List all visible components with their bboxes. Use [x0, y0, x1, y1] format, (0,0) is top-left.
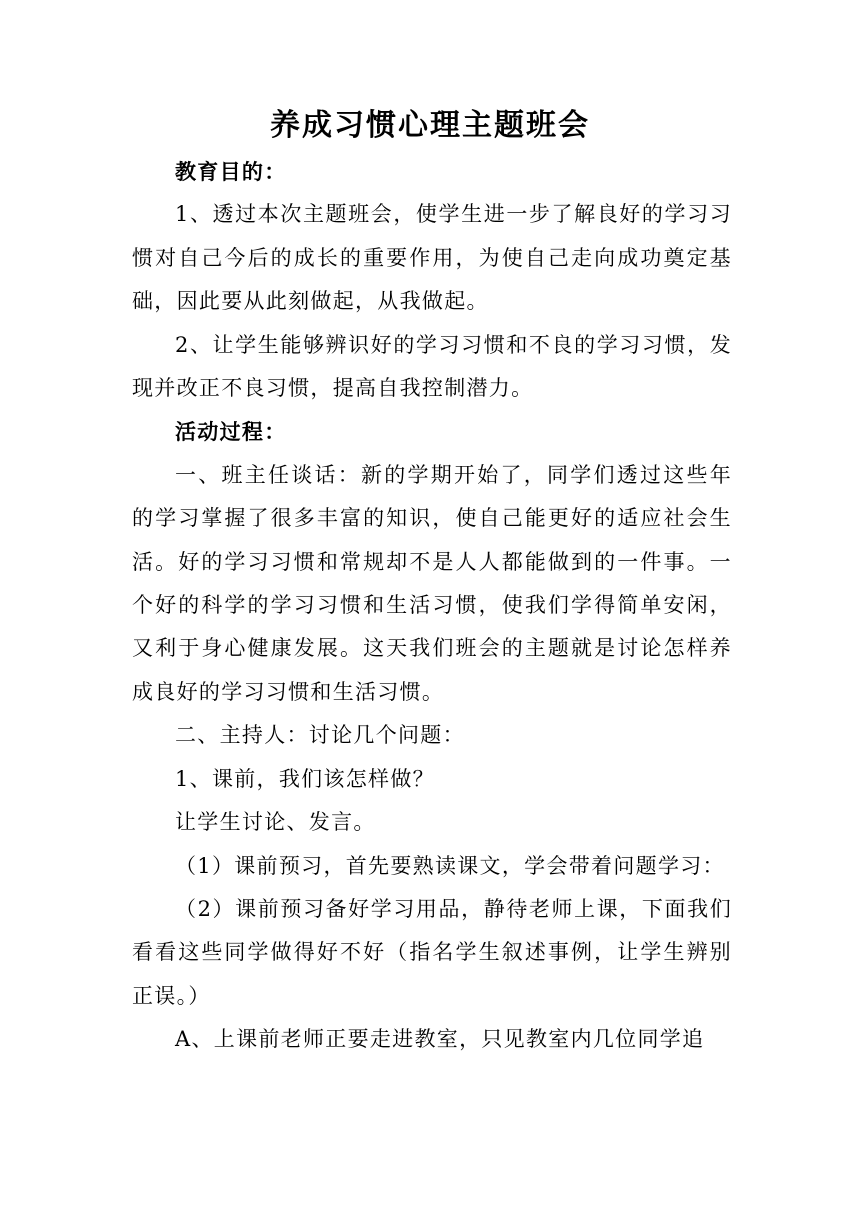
paragraph: 2、让学生能够辨识好的学习习惯和不良的学习习惯，发现并改正不良习惯，提高自我控制潜力。 — [132, 332, 732, 401]
paragraph: （2）课前预习备好学习用品，静待老师上课，下面我们看看这些同学做得好不好（指名学生叙述事例，让学生辨别正误。） — [132, 896, 732, 1008]
paragraph: 让学生讨论、发言。 — [175, 810, 376, 835]
paragraph: A、上课前老师正要走进教室，只见教室内几位同学追 — [175, 1027, 705, 1052]
paragraph: 二、主持人：讨论几个问题： — [175, 723, 465, 748]
section-heading-goals: 教育目的： — [175, 159, 287, 184]
paragraph: （1）课前预习，首先要熟读课文，学会带着问题学习： — [175, 853, 725, 878]
document-body — [132, 150, 732, 1062]
document-title: 养成习惯心理主题班会 — [270, 108, 590, 143]
paragraph: 一、班主任谈话：新的学期开始了，同学们透过这些年的学习掌握了很多丰富的知识，使自己能更好的适应社会生活。好的学习习惯和常规却不是人人都能做到的一件事。一个好的科学的学习习惯和生活习惯，使我们学得简单安闲，又利于身心健康发展。这天我们班会的主题就是讨论怎样养成良好的学习习惯和生活习惯。 — [132, 462, 732, 704]
section-heading-process: 活动过程： — [175, 419, 287, 445]
paragraph: 1、透过本次主题班会，使学生进一步了解良好的学习习惯对自己今后的成长的重要作用，为使自己走向成功奠定基础，因此要从此刻做起，从我做起。 — [132, 202, 732, 314]
paragraph: 1、课前，我们该怎样做？ — [175, 766, 435, 791]
